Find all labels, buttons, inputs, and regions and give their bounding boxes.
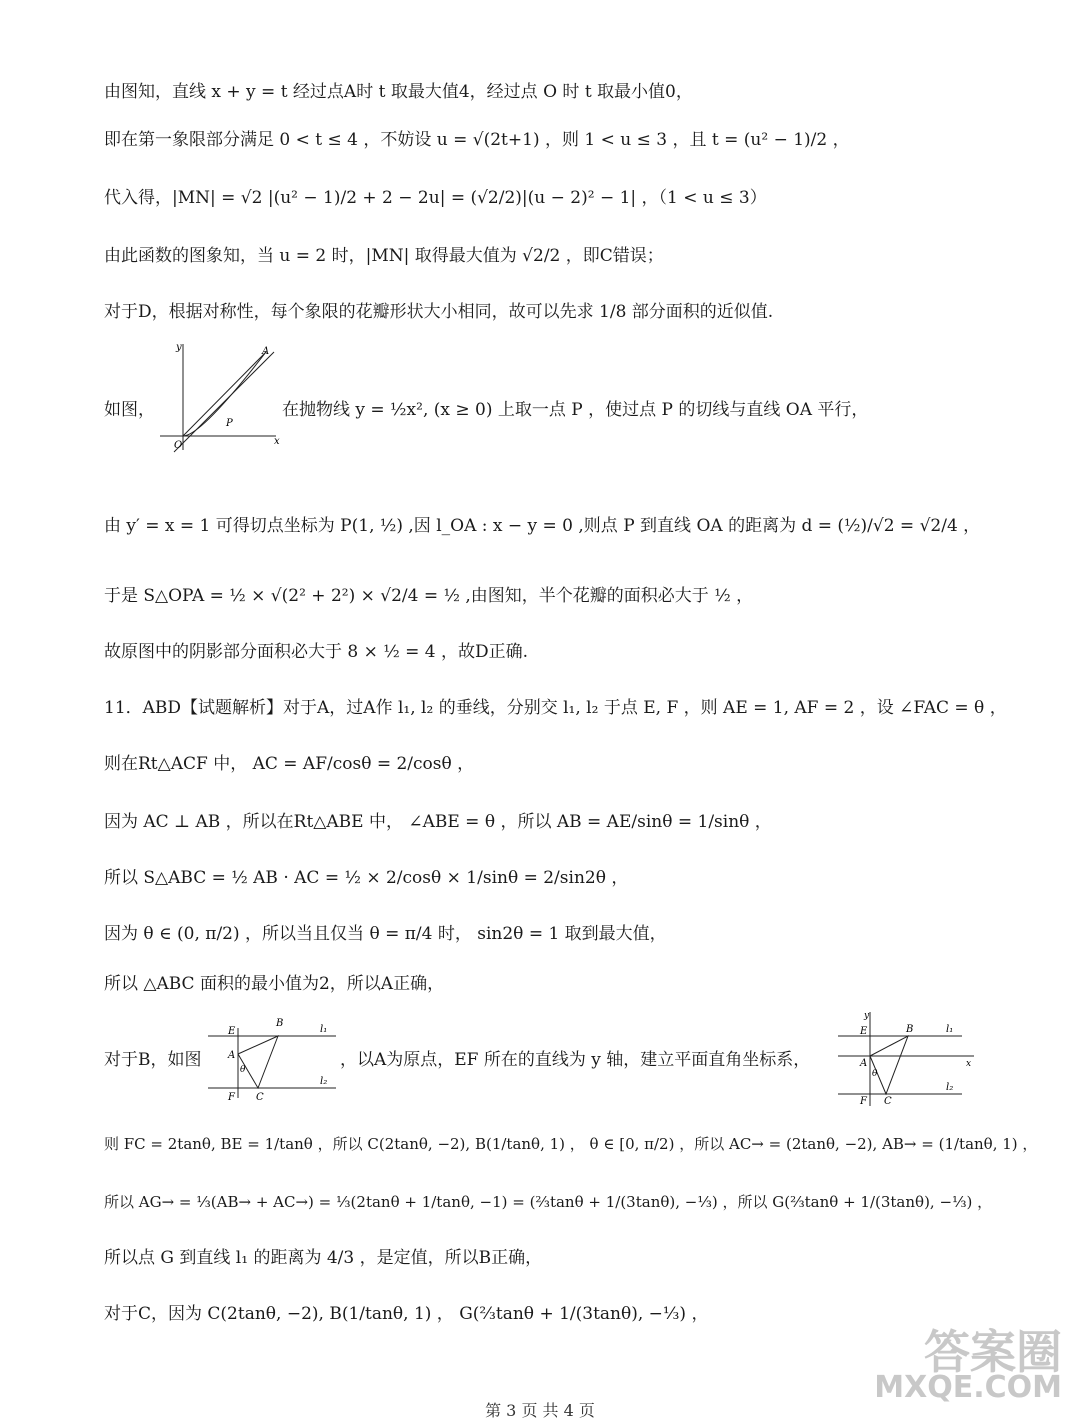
point-label: A — [262, 346, 270, 357]
line-label: l₂ — [320, 1076, 328, 1087]
parallel-lines-figure — [208, 1014, 338, 1104]
point-label: A — [860, 1058, 868, 1069]
line-label: l₁ — [946, 1024, 954, 1035]
text-line: 对于C，因为 C(2tanθ, −2), B(1/tanθ, 1) ， G(⅔tanθ + 1/(3tanθ), −⅓) ， — [104, 1304, 709, 1324]
line-label: l₁ — [320, 1024, 328, 1035]
axis-label: x — [966, 1059, 972, 1069]
text-line: 所以点 G 到直线 l₁ 的距离为 4/3 ，是定值，所以B正确， — [104, 1248, 543, 1268]
text-line: 即在第一象限部分满足 0 < t ≤ 4 ，不妨设 u = √(2t+1) ，则 1 < u ≤ 3 ，且 t = (u² − 1)/2 ， — [104, 130, 850, 150]
text-line: 则在Rt△ACF 中， AC = AF/cosθ = 2/cosθ ， — [104, 754, 475, 774]
text-line: 所以 AG→ = ⅓(AB→ + AC→) = ⅓(2tanθ + 1/tanθ, −1) = (⅔tanθ + 1/(3tanθ), −⅓) ，所以 G(⅔tanθ + 1/(3tanθ), −⅓) ， — [104, 1193, 993, 1211]
point-label: O — [174, 440, 183, 451]
line-label: l₂ — [946, 1082, 954, 1093]
angle-label: θ — [240, 1065, 246, 1075]
text-line: 由图知，直线 x + y = t 经过点A时 t 取最大值4，经过点 O 时 t 取最小值0， — [104, 82, 693, 102]
page-footer: 第 3 页 共 4 页 — [485, 1401, 595, 1420]
text-line: 由 y′ = x = 1 可得切点坐标为 P(1, ½) ,因 l_OA : x − y = 0 ,则点 P 到直线 OA 的距离为 d = (½)/√2 = √2/4 ， — [104, 516, 981, 536]
tangent-line — [174, 352, 274, 452]
point-label: F — [860, 1096, 867, 1107]
text-line: 故原图中的阴影部分面积必大于 8 × ½ = 4 ，故D正确. — [104, 642, 529, 662]
line-oa — [183, 352, 266, 436]
point-label: P — [226, 418, 233, 429]
point-label: A — [228, 1050, 236, 1061]
point-label: E — [860, 1026, 868, 1037]
text-line: 对于D，根据对称性，每个象限的花瓣形状大小相同，故可以先求 1/8 部分面积的近似值. — [104, 302, 774, 322]
parabola-tangent-figure — [156, 338, 282, 456]
axis-label: y — [176, 342, 182, 353]
text-line: 于是 S△OPA = ½ × √(2² + 2²) × √2/4 = ½ ,由图知，半个花瓣的面积必大于 ½ ， — [104, 586, 754, 606]
text-line: 11．ABD【试题解析】对于A，过A作 l₁, l₂ 的垂线，分别交 l₁, l₂ 于点 E, F ，则 AE = 1, AF = 2 ，设 ∠FAC = θ ， — [104, 698, 1007, 718]
triangle-abc — [870, 1036, 908, 1094]
text-line: 由此函数的图象知，当 u = 2 时，|MN| 取得最大值为 √2/2 ，即C错误； — [104, 246, 664, 266]
text-line: 对于B，如图 — [104, 1050, 202, 1070]
text-line: 因为 AC ⊥ AB ，所以在Rt△ABE 中， ∠ABE = θ ，所以 AB = AE/sinθ = 1/sinθ ， — [104, 812, 772, 832]
point-label: C — [884, 1096, 892, 1107]
text-line: 所以 S△ABC = ½ AB · AC = ½ × 2/cosθ × 1/sinθ = 2/sin2θ ， — [104, 868, 629, 888]
point-label: E — [228, 1026, 236, 1037]
point-label: F — [228, 1092, 235, 1103]
point-label: B — [276, 1018, 284, 1029]
angle-label: θ — [872, 1069, 878, 1079]
point-label: B — [906, 1024, 914, 1035]
watermark-url: MXQE.COM — [874, 1370, 1062, 1405]
text-line: 如图， — [104, 400, 155, 420]
text-line: 代入得，|MN| = √2 |(u² − 1)/2 + 2 − 2u| = (√2/2)|(u − 2)² − 1| ，（1 < u ≤ 3） — [104, 188, 767, 208]
text-line: ，以A为原点，EF 所在的直线为 y 轴，建立平面直角坐标系， — [340, 1050, 811, 1070]
point-label: C — [256, 1092, 264, 1103]
text-line: 则 FC = 2tanθ, BE = 1/tanθ ，所以 C(2tanθ, −2), B(1/tanθ, 1) ， θ ∈ [0, π/2) ，所以 AC→ = (2tanθ, −2), AB→ = (1/tanθ, 1) ， — [104, 1135, 1038, 1153]
triangle-abc — [238, 1036, 278, 1088]
text-line: 所以 △ABC 面积的最小值为2，所以A正确， — [104, 974, 445, 994]
coordinate-figure — [838, 1010, 976, 1108]
axis-label: y — [864, 1011, 870, 1021]
watermark-logo: 答案圈 — [924, 1325, 1062, 1379]
axis-label: x — [274, 436, 280, 447]
text-line: 在抛物线 y = ½x², (x ≥ 0) 上取一点 P ，使过点 P 的切线与直线 OA 平行， — [282, 400, 869, 420]
text-line: 因为 θ ∈ (0, π/2) ，所以当且仅当 θ = π/4 时， sin2θ = 1 取到最大值， — [104, 924, 667, 944]
